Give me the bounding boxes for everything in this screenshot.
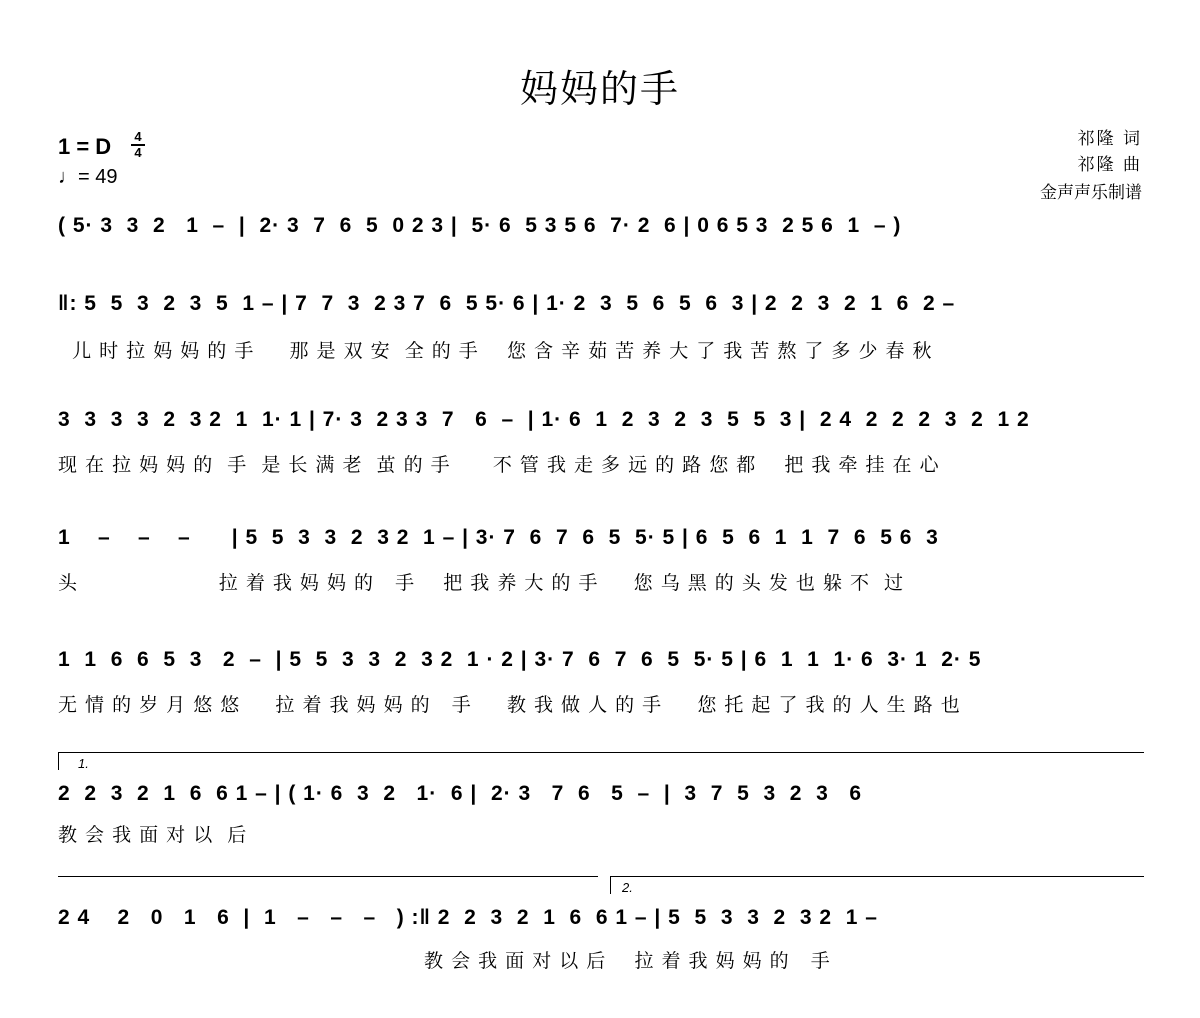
lyricist-credit: 祁隆 词 [1077, 129, 1142, 149]
volta-continuation-line [58, 876, 598, 877]
time-signature [130, 130, 146, 160]
system-5 [58, 646, 1144, 726]
volta-2-label: 2. [622, 880, 633, 895]
notes-line: ( 5· 3 3 2 1 – | 2· 3 7 6 5 0 2 3 | 5· 6 5 3 5 6 7· 2 6 | 0 6 5 3 2 5 6 1 – ) [58, 214, 902, 237]
lyrics-line: 现 在 拉 妈 妈 的 手 是 长 满 老 茧 的 手 不 管 我 走 多 远 的 路 您 都 把 我 牵 挂 在 心 [58, 454, 940, 476]
volta-1-hook [58, 752, 59, 770]
composer-credit: 祁隆 曲 [1077, 155, 1142, 175]
lyrics-line: 头 拉 着 我 妈 妈 的 手 把 我 养 大 的 手 您 乌 黑 的 头 发 也 躲 不 过 [58, 572, 905, 594]
system-6 [58, 780, 1144, 860]
lyrics-line: 教 会 我 面 对 以 后 拉 着 我 妈 妈 的 手 [58, 950, 831, 972]
system-2 [58, 290, 1144, 370]
notes-line: 2 2 3 2 1 6 6 1 – | ( 1· 6 3 2 1· 6 | 2· 3 7 6 5 – | 3 7 5 3 2 3 6 [58, 782, 863, 805]
notes-line: 3 3 3 3 2 3 2 1 1· 1 | 7· 3 2 3 3 7 6 – | 1· 6 1 2 3 2 3 5 5 3 | 2 4 2 2 2 3 2 1 2 [58, 408, 1030, 431]
notes-line: ‖: 5 5 3 2 3 5 1 – | 7 7 3 2 3 7 6 5 5· 6 | 1· 2 3 5 6 5 6 3 | 2 2 3 2 1 6 2 – [58, 292, 956, 315]
volta-2-bracket [610, 876, 1144, 877]
score-title: 妈妈的手 [519, 67, 680, 111]
system-7 [58, 904, 1144, 984]
lyrics-line: 无 情 的 岁 月 悠 悠 拉 着 我 妈 妈 的 手 教 我 做 人 的 手 您 托 起 了 我 的 人 生 路 也 [58, 694, 961, 716]
volta-2-hook [610, 876, 611, 894]
engraver-credit: 金声声乐制谱 [1040, 183, 1142, 203]
key-signature: 1 = D [58, 134, 112, 159]
system-3 [58, 406, 1144, 486]
notes-line: 2 4 2 0 1 6 | 1 – – – ) :‖ 2 2 3 2 1 6 6 1 – | 5 5 3 3 2 3 2 1 – [58, 906, 878, 929]
volta-1-bracket [58, 752, 1144, 753]
system-1 [58, 212, 1144, 252]
volta-1-label: 1. [78, 756, 89, 771]
time-signature-top: 4 [134, 129, 142, 144]
system-4 [58, 524, 1144, 604]
lyrics-line: 儿 时 拉 妈 妈 的 手 那 是 双 安 全 的 手 您 含 辛 茹 苦 养 大 了 我 苦 熬 了 多 少 春 秋 [58, 340, 933, 362]
lyrics-line: 教 会 我 面 对 以 后 [58, 824, 248, 846]
notes-line: 1 1 6 6 5 3 2 – | 5 5 3 3 2 3 2 1 · 2 | 3· 7 6 7 6 5 5· 5 | 6 1 1 1· 6 3· 1 2· 5 [58, 648, 982, 671]
notes-line: 1 – – – | 5 5 3 3 2 3 2 1 – | 3· 7 6 7 6 5 5· 5 | 6 5 6 1 1 7 6 5 6 3 [58, 526, 939, 549]
tempo-marking: ♩= 49 [58, 166, 118, 188]
time-signature-bottom: 4 [134, 145, 142, 160]
